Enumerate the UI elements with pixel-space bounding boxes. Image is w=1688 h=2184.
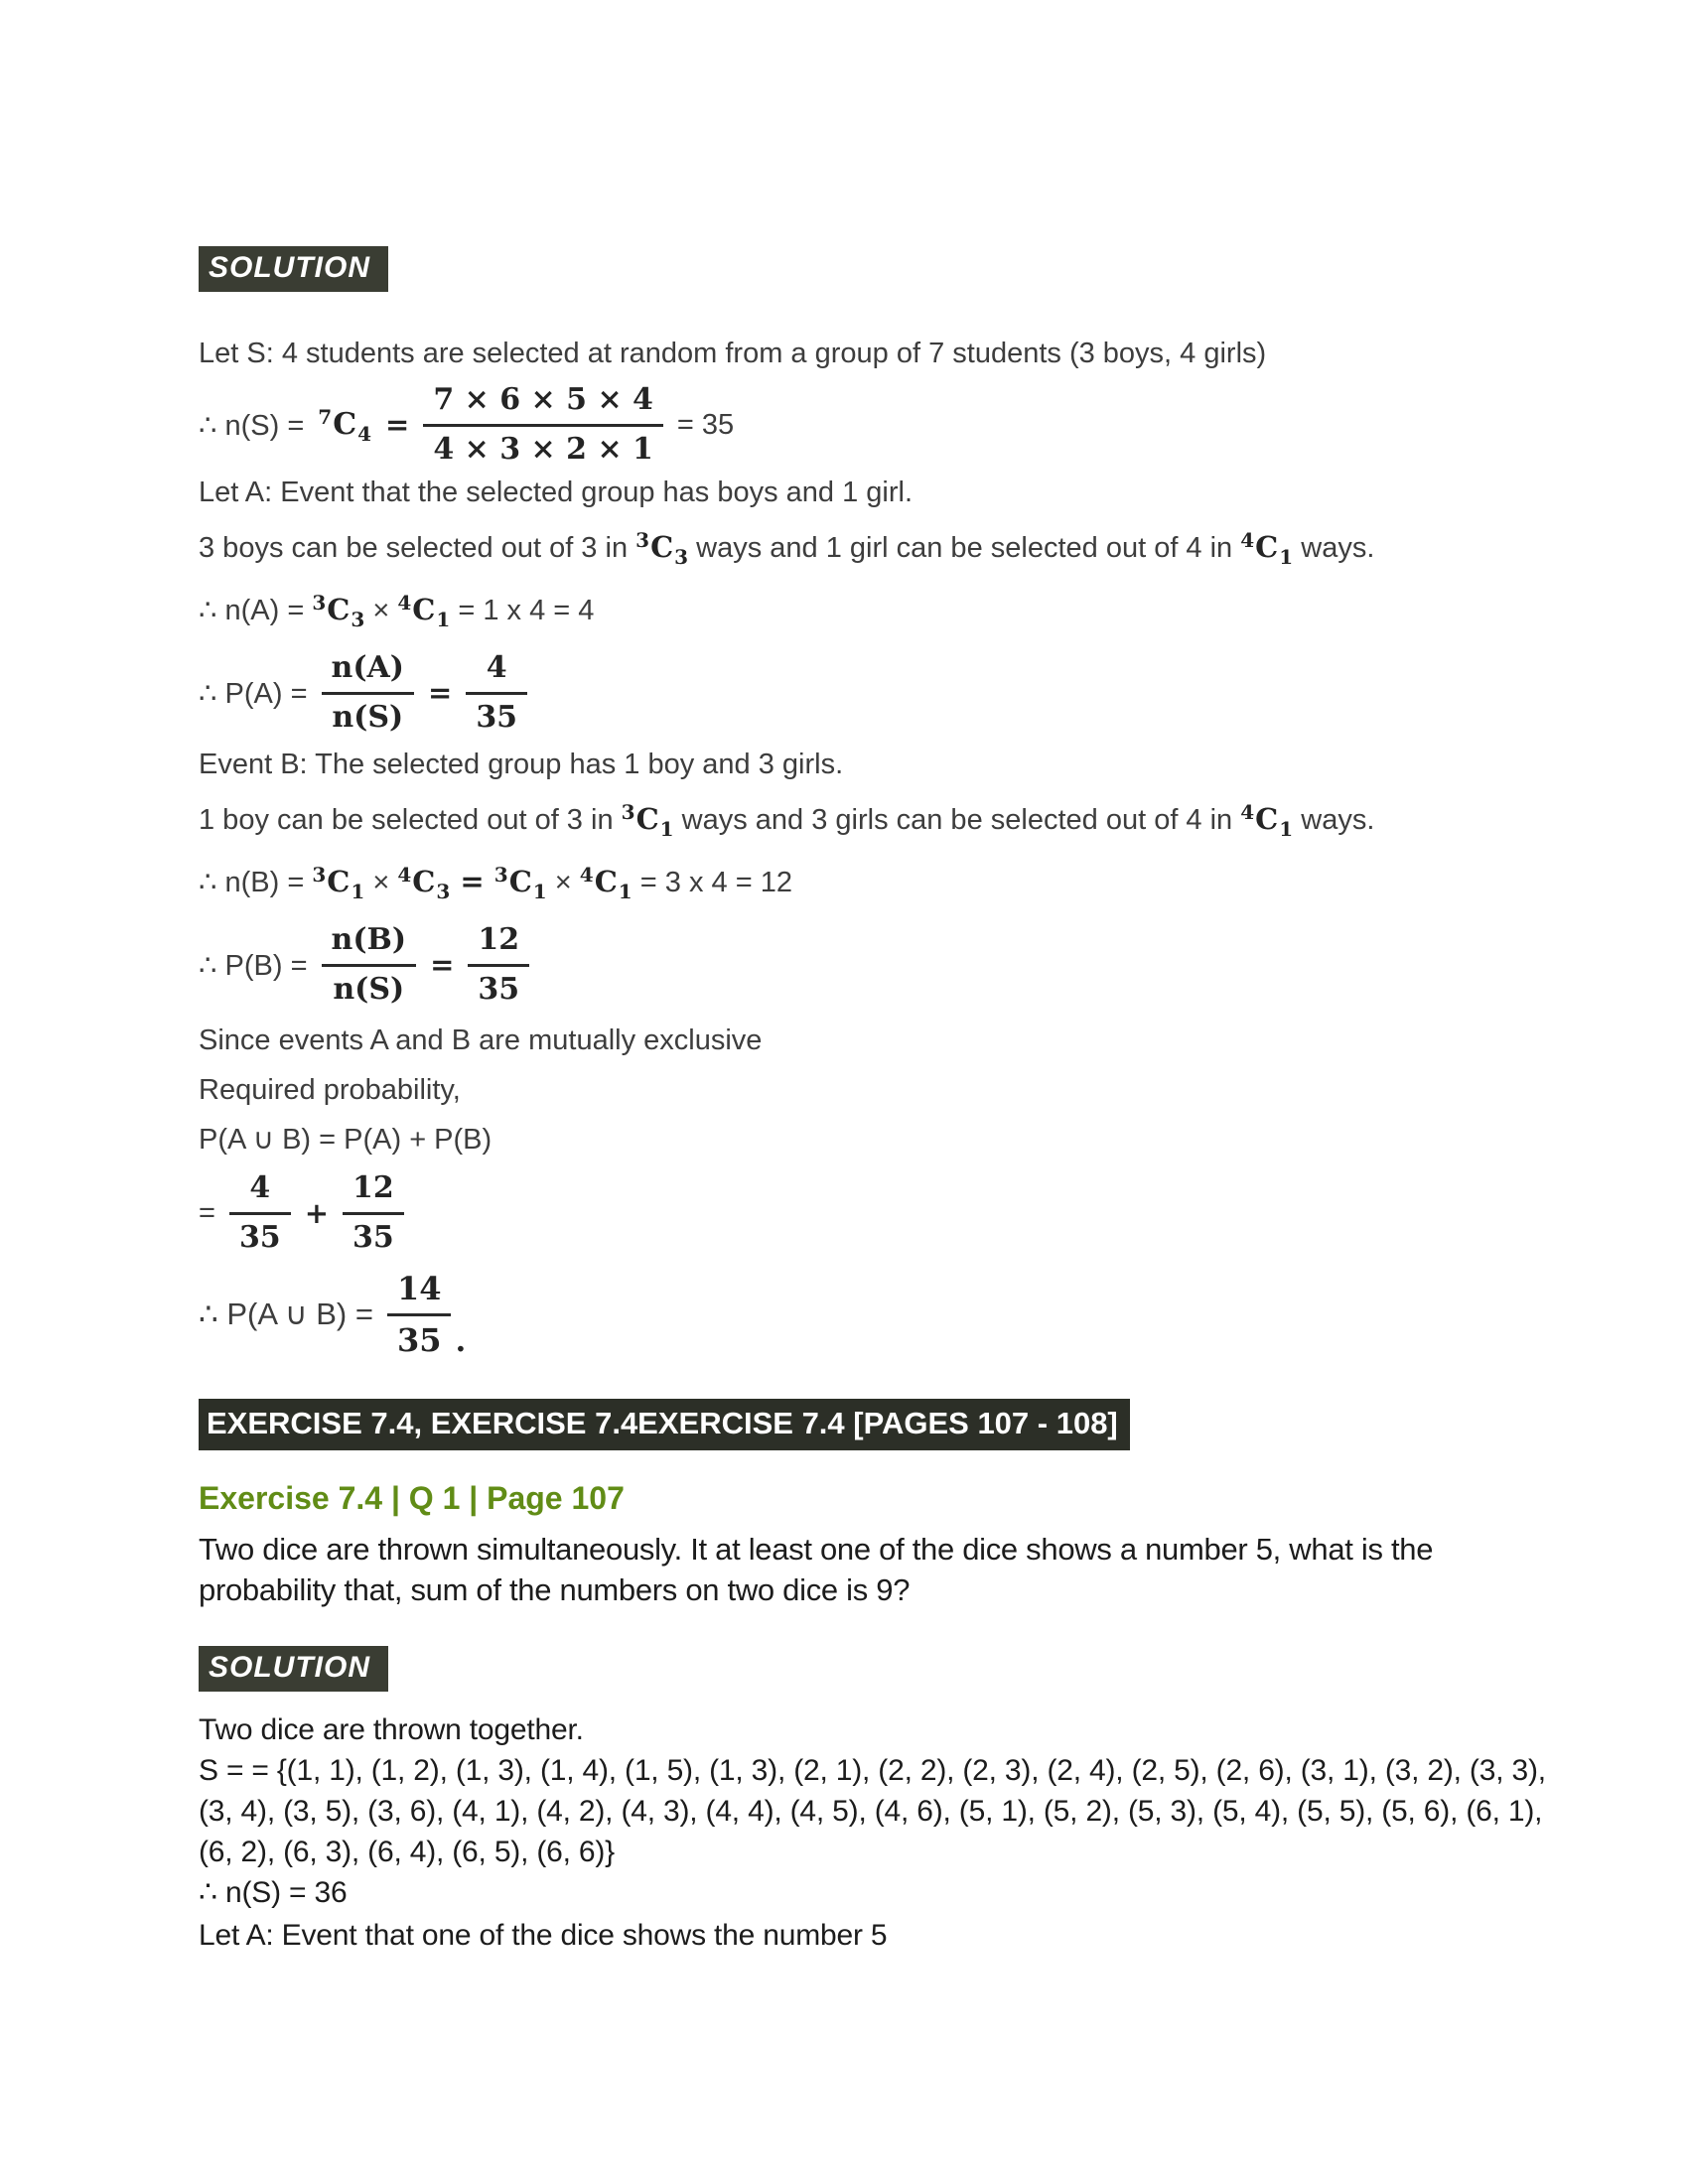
comb-sup: 3 <box>621 800 635 824</box>
equals-sign: = <box>450 865 494 898</box>
comb-sup: 3 <box>493 863 508 887</box>
comb-base: C <box>412 865 436 898</box>
combination-4C1 <box>1240 800 1294 841</box>
ns-count-line: ∴ n(S) = 36 <box>199 1875 348 1909</box>
comb-sub: 1 <box>659 817 674 841</box>
fraction-denominator: 35 <box>478 971 520 1007</box>
comb-sub: 3 <box>674 545 689 569</box>
nb-equation-line <box>199 855 1561 911</box>
plus-sign: + <box>304 1196 329 1230</box>
combination-4C1 <box>579 863 633 903</box>
comb-base: C <box>508 865 532 898</box>
mutually-exclusive-line: Since events A and B are mutually exclusive <box>199 1024 763 1056</box>
equals-sign: = <box>199 1196 215 1229</box>
nb-lead: ∴ n(B) = <box>199 867 313 898</box>
fraction-denominator: 35 <box>476 699 518 735</box>
pa-equation-line <box>199 651 1561 735</box>
combination-3C3 <box>312 591 365 631</box>
fraction-numerator: 12 <box>343 1171 404 1215</box>
fraction-4-35 <box>229 1171 291 1255</box>
comb-sub: 1 <box>1279 545 1294 569</box>
exercise-banner: EXERCISE 7.4, EXERCISE 7.4EXERCISE 7.4 [PAGES 107 - 108] <box>199 1399 1130 1450</box>
combination-3C1 <box>621 800 674 841</box>
solution-badge: SOLUTION <box>199 1646 388 1692</box>
pa-lead: ∴ P(A) = <box>199 677 308 710</box>
paub-formula-line: P(A ∪ B) = P(A) + P(B) <box>199 1124 492 1156</box>
comb-sub: 1 <box>532 880 547 903</box>
fraction-numerator: 14 <box>387 1271 452 1316</box>
combination-4C3 <box>397 863 451 903</box>
let-a-event-line: Let A: Event that one of the dice shows the number 5 <box>199 1918 888 1952</box>
comb-base: C <box>412 593 436 626</box>
times-sign: × <box>546 867 580 898</box>
fraction-ns <box>423 383 663 467</box>
required-probability-line: Required probability, <box>199 1074 461 1106</box>
comb-sub: 4 <box>357 421 372 446</box>
comb-base: C <box>1255 530 1279 564</box>
comb-sup: 3 <box>312 591 327 614</box>
fraction-na-ns <box>322 651 414 735</box>
times-sign: × <box>364 595 398 626</box>
comb-base: C <box>327 865 351 898</box>
combination-3C1 <box>312 863 365 903</box>
final-lead: ∴ P(A ∪ B) = <box>199 1297 373 1332</box>
comb-sub: 1 <box>618 880 633 903</box>
na-result: = 1 x 4 = 4 <box>450 595 595 626</box>
comb-sub: 3 <box>436 880 451 903</box>
fraction-denominator: 35 <box>396 1320 442 1359</box>
sum-equation-line <box>199 1171 1561 1255</box>
fraction-nb-ns <box>322 923 417 1007</box>
equals-sign: = <box>385 408 410 442</box>
text-part: 1 boy can be selected out of 3 in <box>199 804 622 836</box>
combination-4C1 <box>1240 528 1294 569</box>
times-sign: × <box>364 867 398 898</box>
pb-equation-line <box>199 923 1561 1007</box>
comb-base: C <box>650 530 674 564</box>
combination-3C3 <box>635 528 689 569</box>
final-answer-line <box>199 1271 1561 1359</box>
text-part: ways. <box>1293 804 1375 836</box>
boy-selection-line <box>199 792 1561 849</box>
fraction-12-35 <box>468 923 529 1007</box>
comb-sup: 4 <box>397 591 412 614</box>
text-part: ways and 1 girl can be selected out of 4 in <box>688 532 1241 564</box>
text-part: ways. <box>1293 532 1375 564</box>
solution2-intro-line: Two dice are thrown together. <box>199 1712 584 1746</box>
fraction-numerator: 4 <box>466 651 527 695</box>
comb-sub: 1 <box>1279 817 1294 841</box>
comb-sup: 4 <box>1240 528 1255 552</box>
fraction-numerator: n(B) <box>322 923 417 967</box>
ns-lead: ∴ n(S) = <box>199 409 305 442</box>
fraction-denominator: n(S) <box>332 699 404 735</box>
fraction-denominator: 35 <box>352 1219 394 1255</box>
period: . <box>455 1322 467 1359</box>
ns-equation-line <box>199 383 1561 467</box>
comb-base: C <box>1255 802 1279 836</box>
comb-base: C <box>635 802 659 836</box>
combination-3C1 <box>493 863 547 903</box>
comb-sub: 3 <box>351 608 365 631</box>
comb-sup: 3 <box>635 528 650 552</box>
solution1-intro-line: Let S: 4 students are selected at random from a group of 7 students (3 boys, 4 girls) <box>199 338 1267 369</box>
combination-4C1 <box>397 591 451 631</box>
equals-sign: = <box>428 676 453 710</box>
text-part: 3 boys can be selected out of 3 in <box>199 532 636 564</box>
pb-lead: ∴ P(B) = <box>199 949 308 982</box>
fraction-numerator: n(A) <box>322 651 414 695</box>
na-lead: ∴ n(A) = <box>199 595 313 626</box>
comb-sub: 1 <box>436 608 451 631</box>
comb-base: C <box>594 865 618 898</box>
fraction-numerator: 7 × 6 × 5 × 4 <box>423 383 663 427</box>
document-content <box>199 246 1561 1956</box>
fraction-12-35 <box>343 1171 404 1255</box>
fraction-denominator: n(S) <box>333 971 405 1007</box>
na-equation-line <box>199 583 1561 639</box>
comb-base: C <box>333 406 357 442</box>
comb-sup: 4 <box>579 863 594 887</box>
boys-selection-line <box>199 520 1561 577</box>
event-b-line: Event B: The selected group has 1 boy and 3 girls. <box>199 749 844 780</box>
comb-sup: 7 <box>318 404 333 429</box>
comb-sub: 1 <box>351 880 365 903</box>
question-text: Two dice are thrown simultaneously. It at least one of the dice shows a number 5, what is the probability that, sum of the numbers on two dice is 9? <box>199 1531 1434 1607</box>
ns-result: = 35 <box>676 408 735 441</box>
fraction-denominator: 4 × 3 × 2 × 1 <box>433 431 653 467</box>
comb-sup: 3 <box>312 863 327 887</box>
fraction-4-35 <box>466 651 527 735</box>
combination-7C4 <box>318 405 371 446</box>
fraction-numerator: 12 <box>468 923 529 967</box>
comb-sup: 4 <box>1240 800 1255 824</box>
text-part: ways and 3 girls can be selected out of 4 in <box>673 804 1241 836</box>
fraction-14-35 <box>387 1271 452 1359</box>
fraction-denominator: 35 <box>238 1219 281 1255</box>
fraction-numerator: 4 <box>229 1171 291 1215</box>
comb-sup: 4 <box>397 863 412 887</box>
solution-badge: SOLUTION <box>199 246 388 292</box>
equals-sign: = <box>430 948 455 982</box>
nb-result: = 3 x 4 = 12 <box>632 867 792 898</box>
let-a-line: Let A: Event that the selected group has boys and 1 girl. <box>199 477 914 508</box>
exercise-subtitle: Exercise 7.4 | Q 1 | Page 107 <box>199 1479 625 1516</box>
sample-space-line: S = = {(1, 1), (1, 2), (1, 3), (1, 4), (1, 5), (1, 3), (2, 1), (2, 2), (2, 3), (2, 4), (2, 5), (2, 6), (3, 1), (3, 2), (3, 3), (3, 4), (3, 5), (3, 6), (4, 1), (4, 2), (4, 3), (4, 4), (4, 5), (4, 6), (5, 1), (5, 2), (5, 3), (5, 4), (5, 5), (5, 6), (6, 1), (6, 2), (6, 3), (6, 4), (6, 5), (6, 6)} <box>199 1753 1546 1868</box>
comb-base: C <box>327 593 351 626</box>
